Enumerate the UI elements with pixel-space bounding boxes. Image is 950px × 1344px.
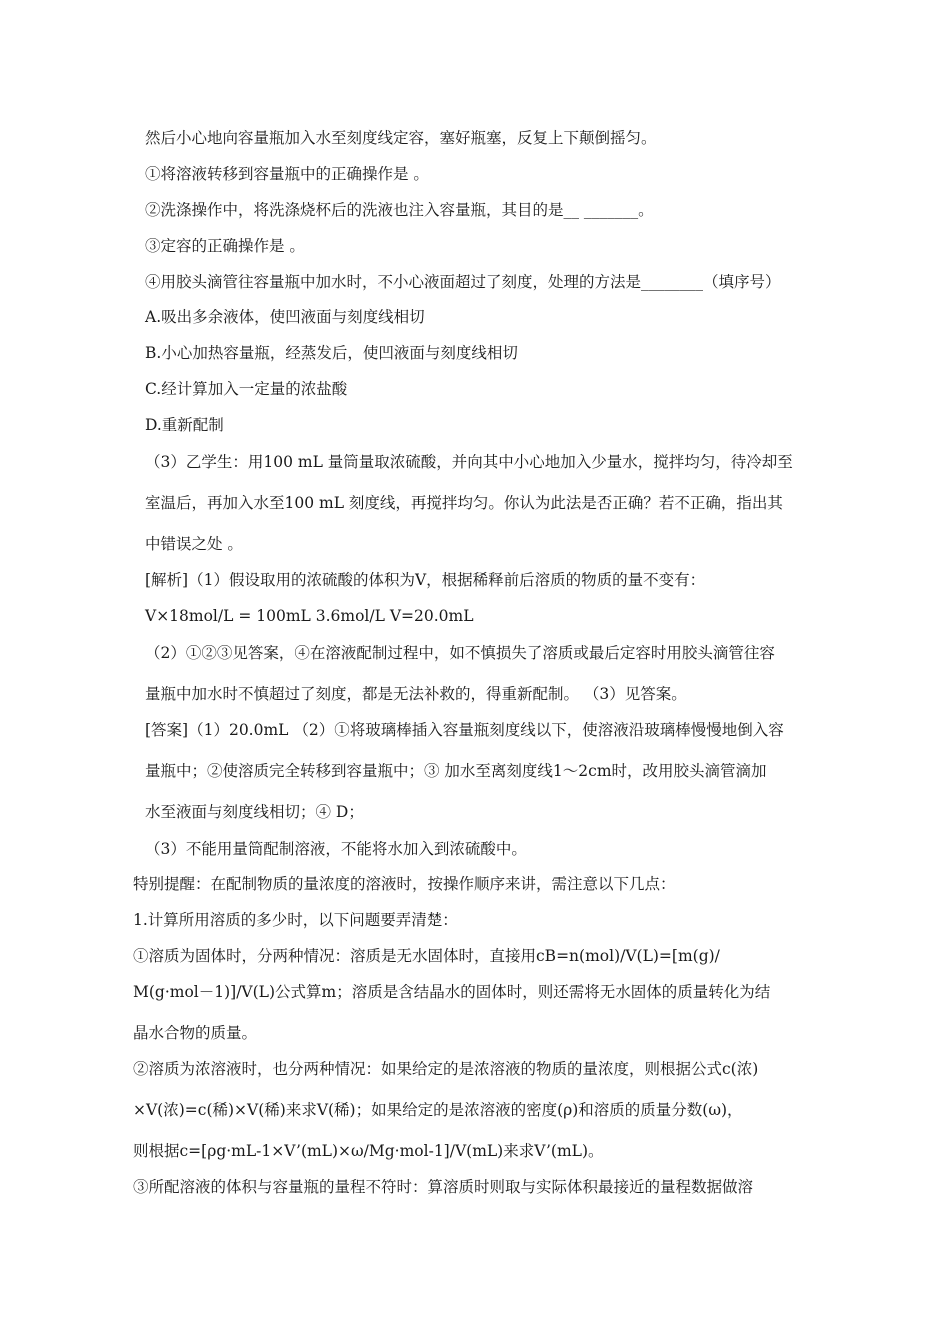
part-3-line-2: 室温后，再加入水至100 mL 刻度线，再搅拌均匀。你认为此法是否正确？若不正确，指出其 — [145, 494, 783, 512]
tip-solution-line-3: 则根据c=[ρg·mL-1×V’(mL)×ω/Mg·mol-1]/V(mL)来求V’(mL)。 — [133, 1142, 604, 1160]
part-3-line-1: （3）乙学生：用100 mL 量筒量取浓硫酸，并向其中小心地加入少量水，搅拌均匀，待冷却至 — [145, 453, 793, 471]
option-a: A.吸出多余液体，使凹液面与刻度线相切 — [145, 308, 425, 326]
text-line: 然后小心地向容量瓶加入水至刻度线定容，塞好瓶塞，反复上下颠倒摇匀。 — [145, 129, 657, 147]
analysis-formula: V×18mol/L = 100mL 3.6mol/L V=20.0mL — [145, 607, 474, 625]
question-1-line: ①将溶液转移到容量瓶中的正确操作是 。 — [145, 165, 429, 183]
option-c: C.经计算加入一定量的浓盐酸 — [145, 380, 348, 398]
question-4-line: ④用胶头滴管往容量瓶中加水时，不小心液面超过了刻度，处理的方法是________（填序号） — [145, 273, 781, 291]
tip-solid-line-1: ①溶质为固体时，分两种情况：溶质是无水固体时，直接用cB=n(mol)/V(L)=[m(g)/ — [133, 947, 720, 965]
question-3-line: ③定容的正确操作是 。 — [145, 237, 305, 255]
option-d: D.重新配制 — [145, 416, 224, 434]
tip-solid-line-3: 晶水合物的质量。 — [133, 1024, 258, 1042]
tip-point-1: 1.计算所用溶质的多少时，以下问题要弄清楚： — [133, 911, 458, 929]
answer-line-1: [答案]（1）20.0mL （2）①将玻璃棒插入容量瓶刻度线以下，使溶液沿玻璃棒慢慢地倒入容 — [145, 721, 784, 739]
analysis-line-2: （2）①②③见答案，④在溶液配制过程中，如不慎损失了溶质或最后定容时用胶头滴管往容 — [145, 644, 775, 662]
tip-solution-line-1: ②溶质为浓溶液时，也分两种情况：如果给定的是浓溶液的物质的量浓度，则根据公式c(浓) — [133, 1060, 759, 1078]
answer-line-4: （3）不能用量筒配制溶液，不能将水加入到浓硫酸中。 — [145, 840, 527, 858]
tip-volume-line: ③所配溶液的体积与容量瓶的量程不符时：算溶质时则取与实际体积最接近的量程数据做溶 — [133, 1178, 754, 1196]
option-b: B.小心加热容量瓶，经蒸发后，使凹液面与刻度线相切 — [145, 344, 518, 362]
question-2-line: ②洗涤操作中，将洗涤烧杯后的洗液也注入容量瓶，其目的是__ _______。 — [145, 201, 654, 219]
part-3-line-3: 中错误之处 。 — [145, 535, 243, 553]
answer-line-3: 水至液面与刻度线相切；④ D； — [145, 803, 364, 821]
tip-solid-line-2: M(g·mol－1)]/V(L)公式算m；溶质是含结晶水的固体时，则还需将无水固体的质量转化为结 — [133, 983, 771, 1001]
tip-heading: 特别提醒：在配制物质的量浓度的溶液时，按操作顺序来讲，需注意以下几点： — [133, 875, 676, 893]
analysis-line-3: 量瓶中加水时不慎超过了刻度，都是无法补救的，得重新配制。 （3）见答案。 — [145, 685, 687, 703]
analysis-line-1: [解析]（1）假设取用的浓硫酸的体积为V，根据稀释前后溶质的物质的量不变有： — [145, 571, 706, 589]
tip-solution-line-2: ×V(浓)=c(稀)×V(稀)来求V(稀)；如果给定的是浓溶液的密度(ρ)和溶质的质量分数(ω)， — [133, 1101, 743, 1119]
answer-line-2: 量瓶中；②使溶质完全转移到容量瓶中；③ 加水至离刻度线1～2cm时，改用胶头滴管滴加 — [145, 762, 767, 780]
